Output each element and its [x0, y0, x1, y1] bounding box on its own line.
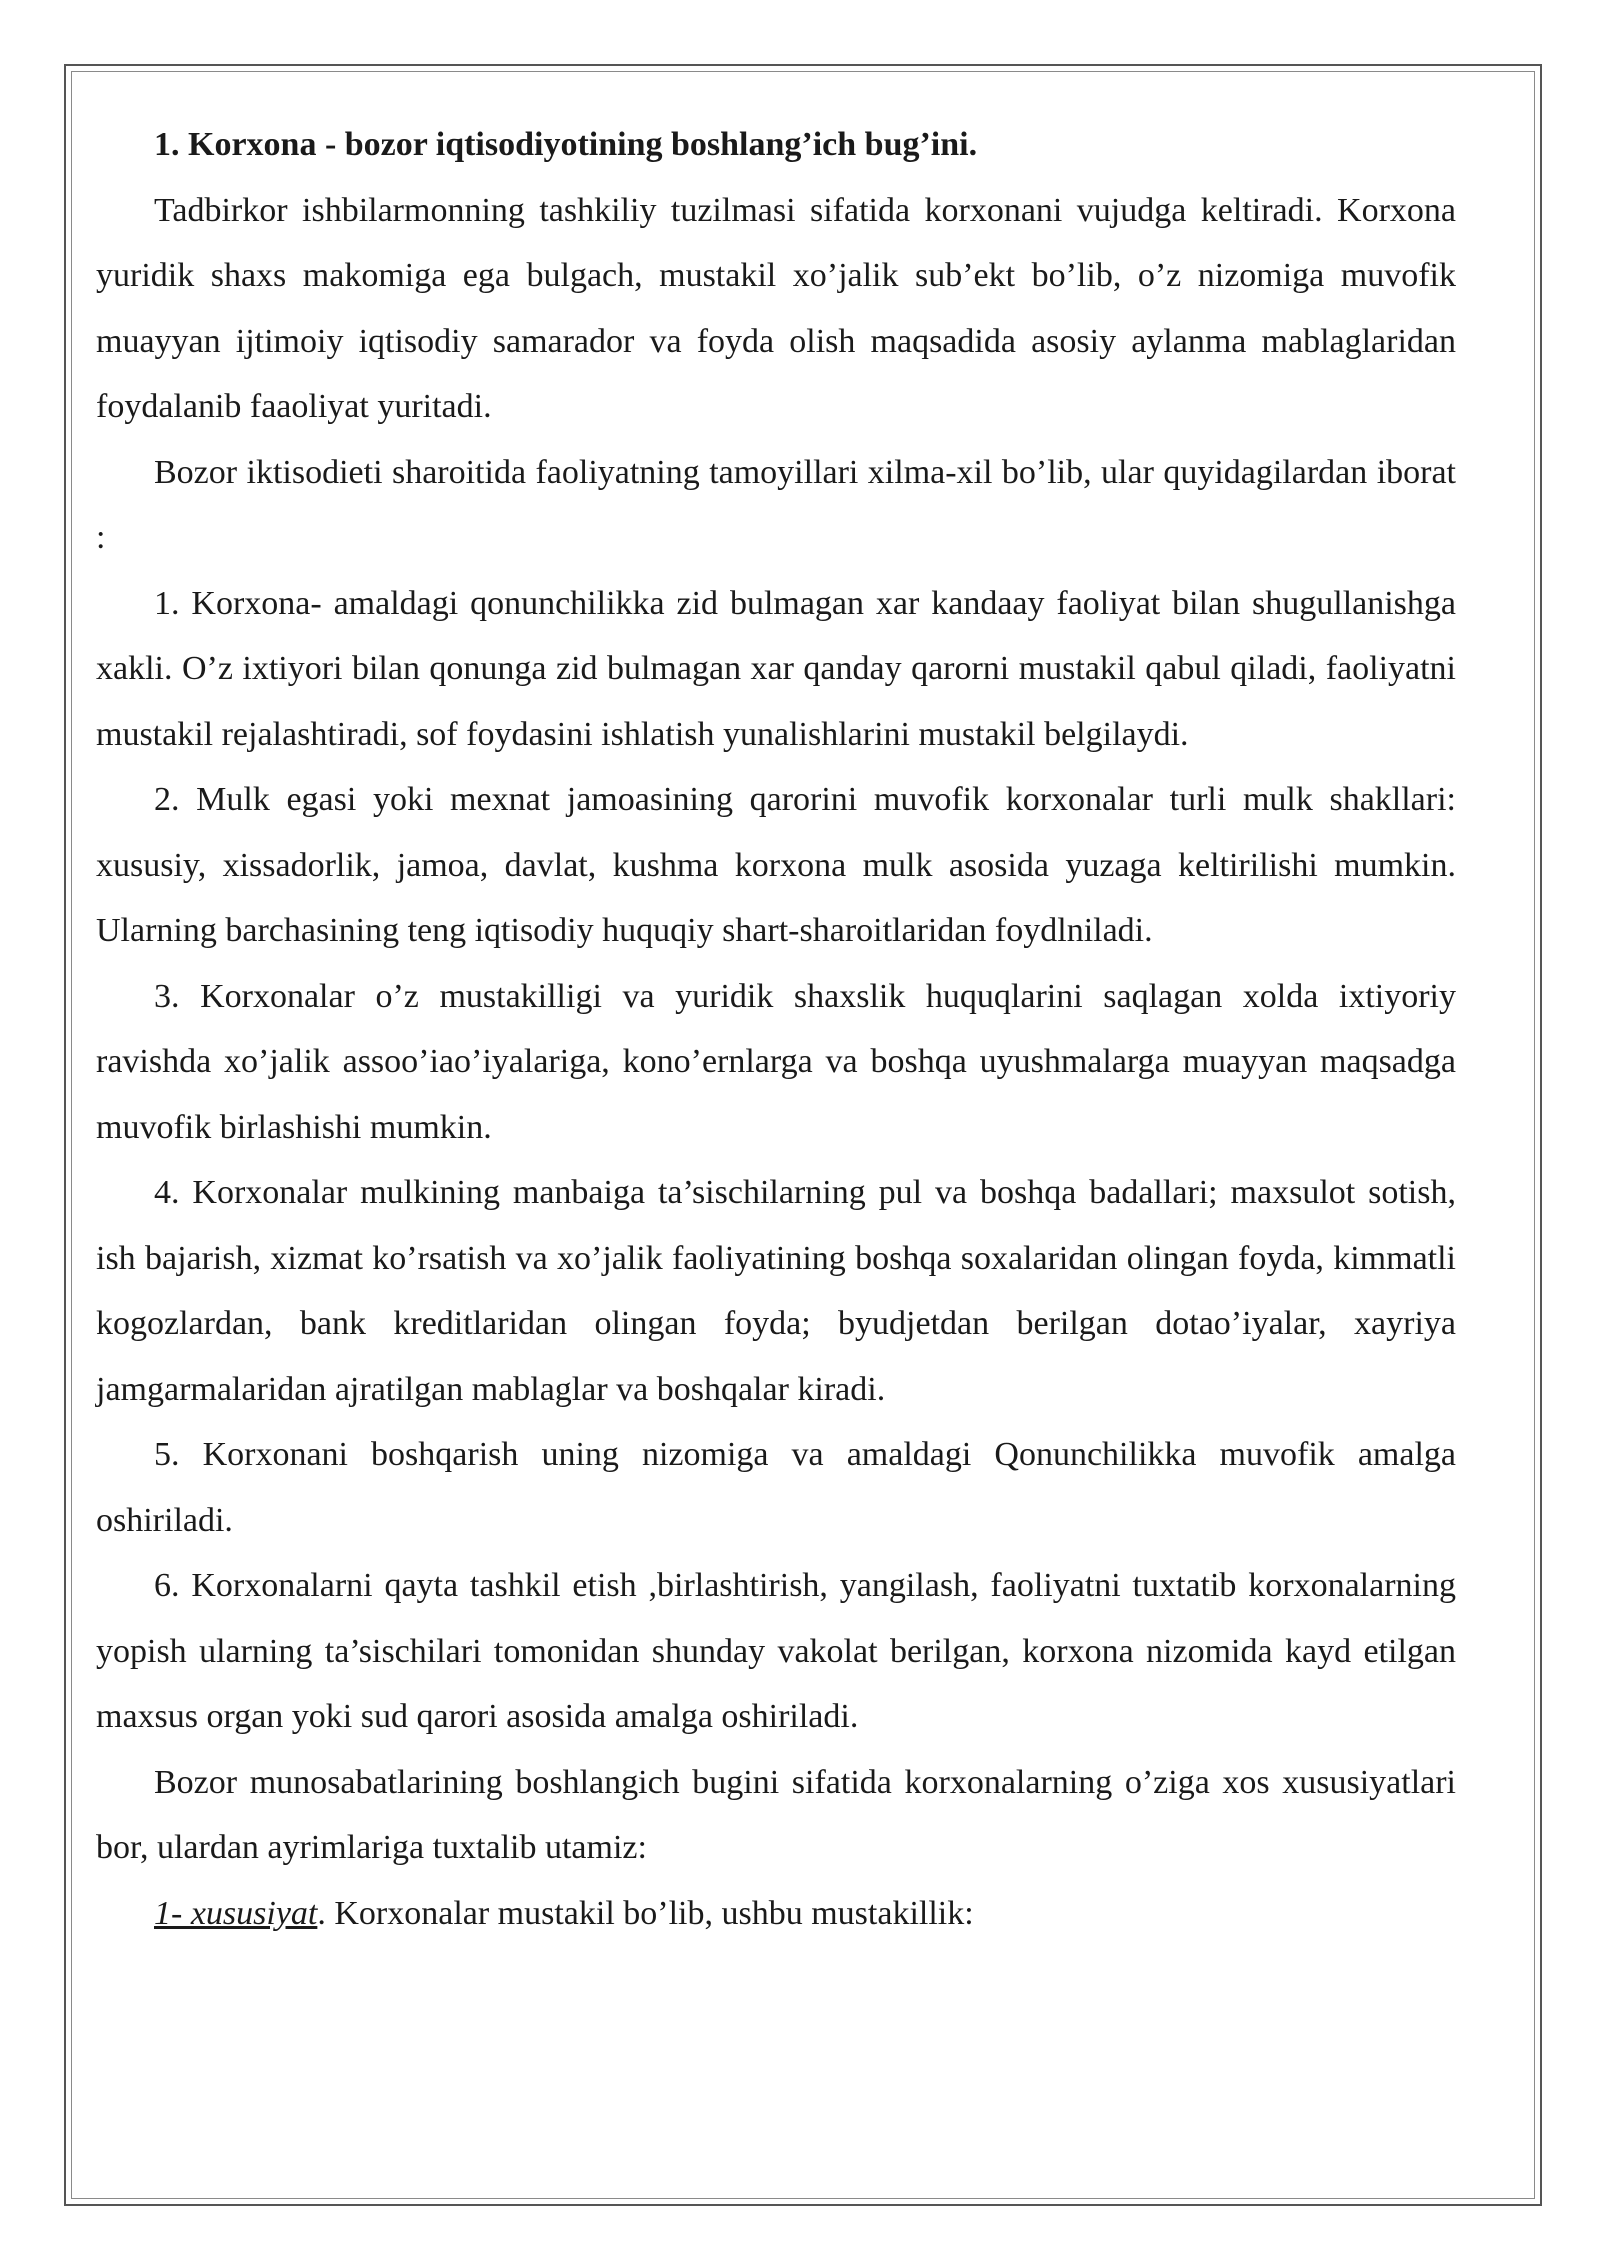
document-body	[96, 112, 1456, 1946]
paragraph-item-3: 3. Korxonalar o’z mustakilligi va yuridik shaxslik huquqlarini saqlagan xolda ixtiyoriy ravishda xo’jalik assoo’iao’iyalariga, kono’ernlarga va boshqa uyushmalarga muayyan maqsadga muvofik birlashishi mumkin.	[96, 977, 1456, 1146]
paragraph-feature-1	[96, 1881, 1456, 1947]
feature-label: 1- xususiyat	[154, 1894, 318, 1932]
feature-text: . Korxonalar mustakil bo’lib, ushbu mustakillik:	[317, 1894, 974, 1932]
paragraph-intro: Tadbirkor ishbilarmonning tashkiliy tuzilmasi sifatida korxonani vujudga keltiradi. Korxona yuridik shaxs makomiga ega bulgach, mustakil xo’jalik sub’ekt bo’lib, o’z nizomiga muvofik muayyan ijtimoiy iqtisodiy samarador va foyda olish maqsadida asosiy aylanma mablaglaridan foydalanib faaoliyat yuritadi.	[96, 191, 1456, 425]
paragraph-item-2: 2. Mulk egasi yoki mexnat jamoasining qarorini muvofik korxonalar turli mulk shakllari: xususiy, xissadorlik, jamoa, davlat, kushma korxona mulk asosida yuzaga keltirilishi mumkin. Ularning barchasining teng iqtisodiy huquqiy shart-sharoitlaridan foydlniladi.	[96, 781, 1456, 949]
paragraph-item-6: 6. Korxonalarni qayta tashkil etish ,birlashtirish, yangilash, faoliyatni tuxtatib korxonalarning yopish ularning ta’sischilari tomonidan shunday vakolat berilgan, korxona nizomida kayd etilgan maxsus organ yoki sud qarori asosida amalga oshiriladi.	[96, 1567, 1456, 1735]
paragraph-item-1: 1. Korxona- amaldagi qonunchilikka zid bulmagan xar kandaay faoliyat bilan shugullanishga xakli. O’z ixtiyori bilan qonunga zid bulmagan xar qanday qarorni mustakil qabul qiladi, faoliyatni mustakil rejalashtiradi, sof foydasini ishlatish yunalishlarini mustakil belgilaydi.	[96, 584, 1456, 753]
paragraph-features: Bozor munosabatlarining boshlangich bugini sifatida korxonalarning o’ziga xos xususiyatlari bor, ulardan ayrimlariga tuxtalib utamiz:	[96, 1763, 1456, 1866]
paragraph-principles: Bozor iktisodieti sharoitida faoliyatning tamoyillari xilma-xil bo’lib, ular quyidagilardan iborat :	[96, 453, 1456, 556]
section-heading: 1. Korxona - bozor iqtisodiyotining boshlang’ich bug’ini.	[154, 126, 978, 163]
paragraph-item-4: 4. Korxonalar mulkining manbaiga ta’sischilarning pul va boshqa badallari; maxsulot sotish, ish bajarish, xizmat ko’rsatish va xo’jalik faoliyatining boshqa soxalaridan olingan foyda, kimmatli kogozlardan, bank kreditlaridan olingan foyda; byudjetdan berilgan dotao’iyalar, xayriya jamgarmalaridan ajratilgan mablaglar va boshqalar kiradi.	[96, 1174, 1456, 1408]
paragraph-item-5: 5. Korxonani boshqarish uning nizomiga va amaldagi Qonunchilikka muvofik amalga oshiriladi.	[96, 1436, 1456, 1539]
